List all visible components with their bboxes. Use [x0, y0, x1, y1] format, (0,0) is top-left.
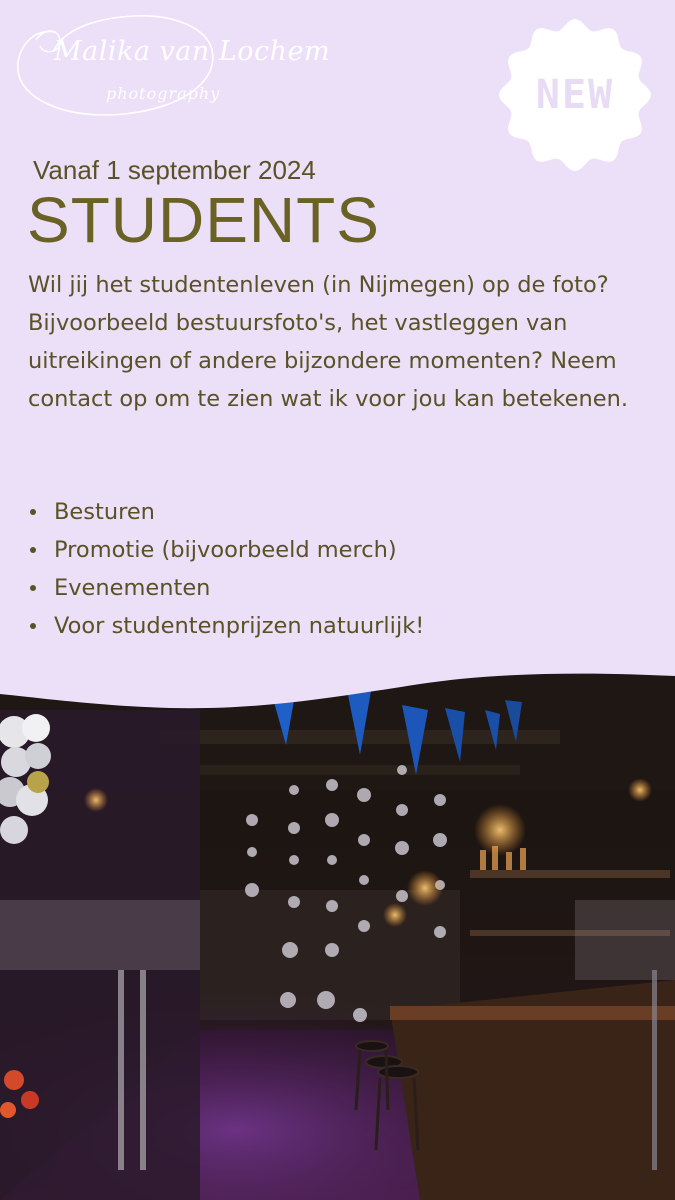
start-date-subtitle: Vanaf 1 september 2024: [33, 155, 316, 185]
description-text: Wil jij het studentenleven (in Nijmegen) op de foto? Bijvoorbeeld bestuursfoto's, het vastleggen van uitreikingen of andere bijzondere momenten? Neem contact op om te zien wat ik voor jou kan betekenen.: [28, 272, 629, 412]
service-list: [28, 493, 648, 645]
list-item: Besturen: [28, 493, 648, 531]
list-item: Promotie (bijvoorbeeld merch): [28, 531, 648, 569]
new-badge: [497, 17, 653, 173]
bar-interior-photo: [0, 670, 675, 1200]
list-item: Voor studentenprijzen natuurlijk!: [28, 607, 648, 645]
list-item: Evenementen: [28, 569, 648, 607]
new-badge-label: NEW: [535, 72, 615, 118]
wave-divider: [0, 660, 675, 720]
logo-subtitle: photography: [106, 84, 221, 103]
page-title: STUDENTS: [27, 184, 380, 256]
photographer-logo: [14, 10, 331, 122]
logo-name: Malika van Lochem: [54, 36, 331, 67]
